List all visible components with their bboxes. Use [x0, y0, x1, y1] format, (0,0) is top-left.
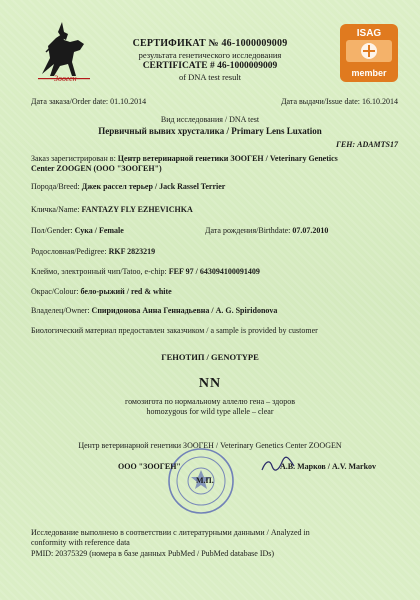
- colour-label: Окрас/Colour:: [31, 287, 81, 296]
- name-value: FANTAZY FLY EZHEVICHKA: [81, 205, 193, 214]
- owner-label: Владелец/Owner:: [31, 306, 92, 315]
- registration-value-2: Center ZOOGEN (ООО "ЗООГЕН"): [31, 164, 162, 173]
- genotype-title: ГЕНОТИП / GENOTYPE: [161, 352, 259, 362]
- genotype-value: NN: [198, 376, 222, 391]
- footer-line-2: conformity with reference data: [31, 538, 130, 547]
- genotype-desc-ru: гомозигота по нормальному аллелю гена – здоров: [124, 397, 295, 406]
- stamp-mp: М.П.: [196, 476, 214, 485]
- sex-value: Сука / Female: [74, 226, 124, 235]
- registration-line2: [31, 164, 398, 173]
- registration: [31, 154, 398, 163]
- pedigree-value: RKF 2823219: [108, 247, 156, 256]
- birthdate-row: [205, 226, 398, 235]
- registration-label: Заказ зарегистрирован в:: [31, 154, 118, 163]
- name-label: Кличка/Name:: [31, 205, 82, 214]
- logo-brand-text: Зооген: [54, 74, 77, 83]
- isag-label: ISAG: [356, 28, 382, 39]
- tattoo-row: [31, 267, 398, 276]
- issuer-signer: А.В. Марков / A.V. Markov: [280, 462, 377, 471]
- breed-row: [31, 182, 398, 191]
- ru-subtitle: результата генетического исследования: [138, 50, 282, 60]
- colour-row: [31, 287, 398, 296]
- name-row: [31, 205, 398, 214]
- genotype-desc-en: homozygous for wild type allele – clear: [146, 407, 274, 416]
- ru-title: СЕРТИФИКАТ № 46-1000009009: [132, 38, 288, 49]
- biomaterial-note: Биологический материал предоставлен заказчиком / a sample is provided by customer: [31, 326, 318, 335]
- issuer-center: Центр ветеринарной генетики ЗООГЕН / Veterinary Genetics Center ZOOGEN: [78, 441, 342, 450]
- issuer-org: ООО "ЗООГЕН": [118, 462, 181, 471]
- breed-label: Порода/Breed:: [31, 182, 82, 191]
- tattoo-label: Клеймо, электронный чип/Tatoo, e-chip:: [31, 267, 169, 276]
- pedigree-label: Родословная/Pedigree:: [31, 247, 109, 256]
- order-date: Дата заказа/Order date: 01.10.2014: [31, 97, 147, 106]
- certificate-header: [0, 38, 420, 82]
- pedigree-row: [31, 247, 398, 256]
- test-name: Первичный вывих хрусталика / Primary Lens Luxation: [98, 126, 322, 136]
- test-type-label: Вид исследования / DNA test: [160, 115, 260, 124]
- owner-value: Спиридонова Анна Геннадьевна / A. G. Spiridonova: [91, 306, 278, 315]
- birthdate-value: 07.07.2010: [292, 226, 329, 235]
- sex-label: Пол/Gender:: [31, 226, 75, 235]
- en-subtitle: of DNA test result: [178, 72, 242, 82]
- owner-row: [31, 306, 398, 315]
- registration-value-1: Центр ветеринарной генетики ЗООГЕН / Veterinary Genetics: [117, 154, 338, 163]
- breed-value: Джек рассел терьер / Jack Rassel Terrier: [81, 182, 226, 191]
- en-title: CERTIFICATE # 46-1000009009: [142, 61, 278, 71]
- colour-value: бело-рыжий / red & white: [80, 287, 172, 296]
- tattoo-value: FEF 97 / 643094100091409: [168, 267, 260, 276]
- gene-name: ГЕН: ADAMTS17: [336, 140, 398, 149]
- issue-date: Дата выдачи/Issue date: 16.10.2014: [281, 97, 398, 106]
- birthdate-label: Дата рождения/Birthdate:: [205, 226, 293, 235]
- isag-member-label: member: [351, 68, 387, 78]
- footer-pmid: PMID: 20375329 (номера в базе данных PubMed / PubMed database IDs): [31, 549, 275, 558]
- footer-line-1: Исследование выполнено в соответствии с литературными данными / Analyzed in: [31, 528, 310, 537]
